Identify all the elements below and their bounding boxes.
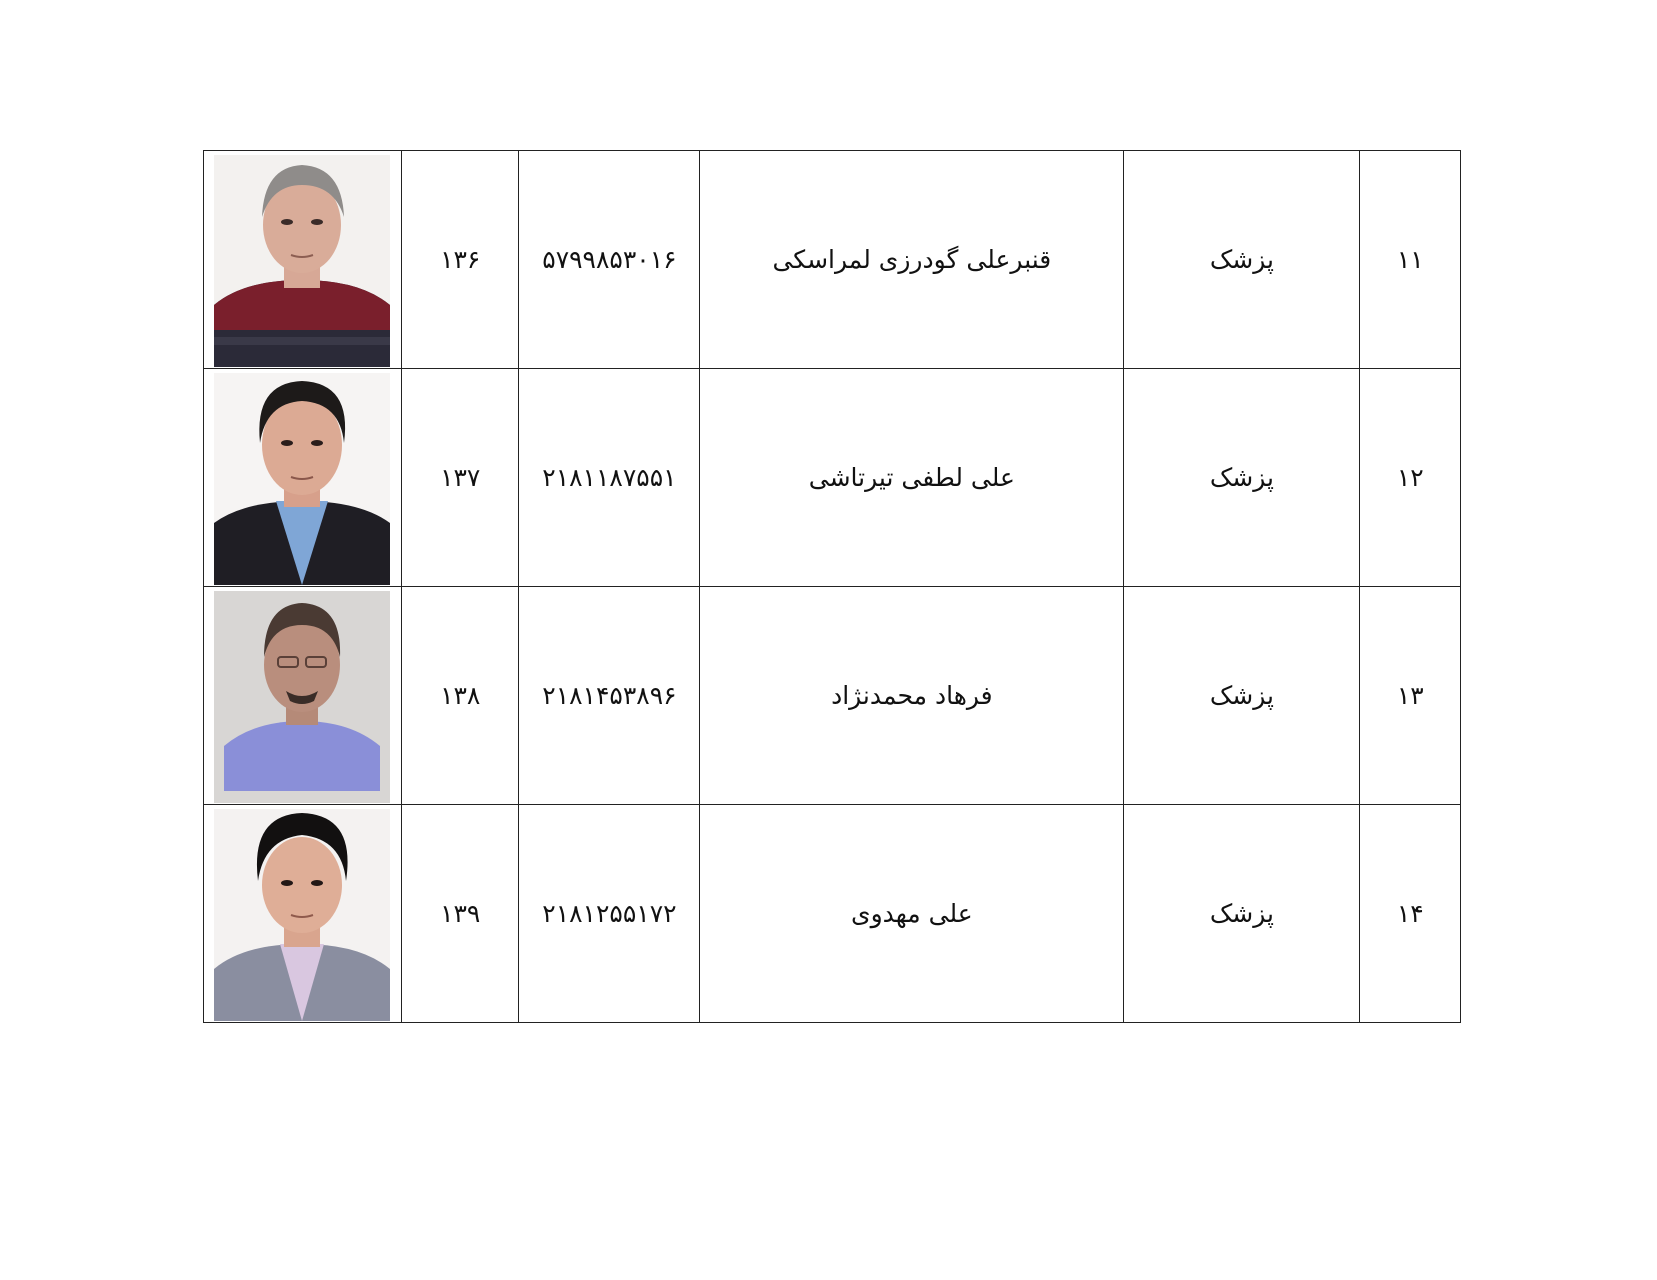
personnel-code: ۱۳۶: [401, 151, 519, 369]
photo-cell: [204, 805, 402, 1023]
national-id: ۵۷۹۹۸۵۳۰۱۶: [519, 151, 700, 369]
photo-cell: [204, 369, 402, 587]
portrait-photo: [214, 373, 390, 585]
role: پزشک: [1124, 151, 1360, 369]
portrait-photo: [214, 591, 390, 803]
row-number: ۱۱: [1360, 151, 1461, 369]
full-name: علی لطفی تیرتاشی: [700, 369, 1124, 587]
table-row: [204, 369, 1461, 587]
table-row: [204, 587, 1461, 805]
full-name: علی مهدوی: [700, 805, 1124, 1023]
table-row: [204, 151, 1461, 369]
personnel-code: ۱۳۹: [401, 805, 519, 1023]
full-name: فرهاد محمدنژاد: [700, 587, 1124, 805]
row-number: ۱۳: [1360, 587, 1461, 805]
national-id: ۲۱۸۱۲۵۵۱۷۲: [519, 805, 700, 1023]
full-name: قنبرعلی گودرزی لمراسکی: [700, 151, 1124, 369]
role: پزشک: [1124, 587, 1360, 805]
portrait-photo: [214, 155, 390, 367]
national-id: ۲۱۸۱۱۸۷۵۵۱: [519, 369, 700, 587]
national-id: ۲۱۸۱۴۵۳۸۹۶: [519, 587, 700, 805]
row-number: ۱۴: [1360, 805, 1461, 1023]
role: پزشک: [1124, 805, 1360, 1023]
portrait-photo: [214, 809, 390, 1021]
personnel-code: ۱۳۷: [401, 369, 519, 587]
photo-cell: [204, 587, 402, 805]
table-row: [204, 805, 1461, 1023]
role: پزشک: [1124, 369, 1360, 587]
personnel-code: ۱۳۸: [401, 587, 519, 805]
row-number: ۱۲: [1360, 369, 1461, 587]
photo-cell: [204, 151, 402, 369]
personnel-table: [203, 150, 1461, 1023]
